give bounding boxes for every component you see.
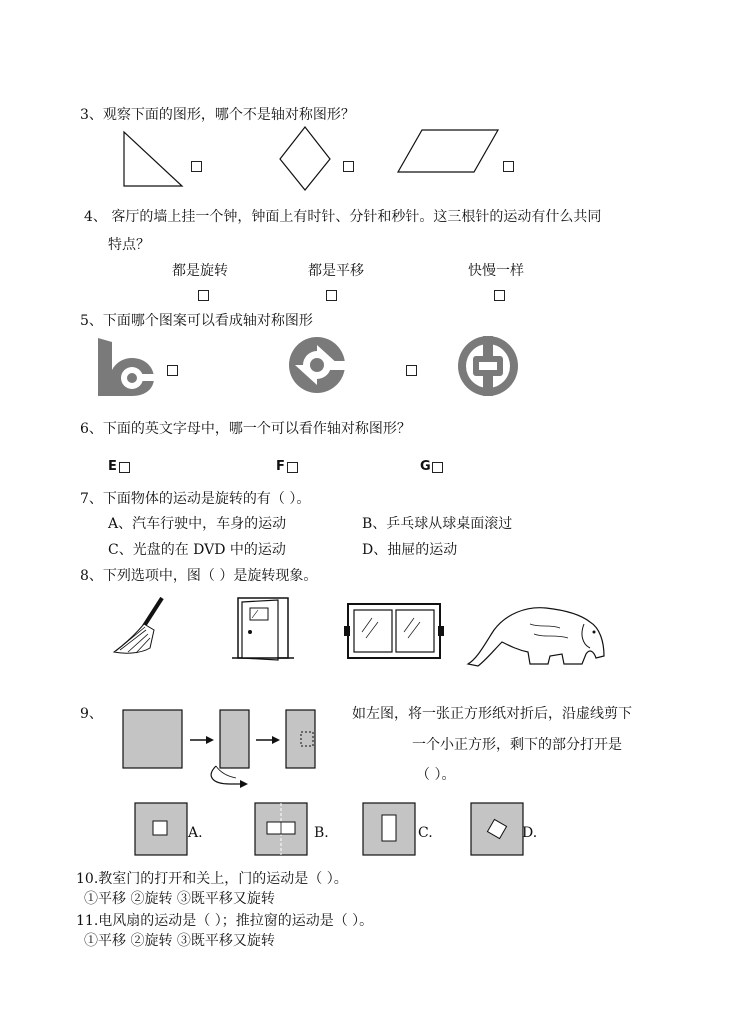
q9-option-a-label: A. bbox=[188, 825, 203, 841]
q7-option-a: A、汽车行驶中，车身的运动 bbox=[108, 516, 287, 532]
q11-options: ①平移 ②旋转 ③既平移又旋转 bbox=[84, 933, 275, 949]
q9-text-line2: 一个小正方形，剩下的部分打开是 bbox=[412, 737, 622, 753]
q3-checkbox-2[interactable] bbox=[343, 161, 354, 172]
q9-text-line3: （ ）。 bbox=[416, 767, 456, 783]
q4-checkbox-2[interactable] bbox=[326, 290, 337, 301]
q4-option-1: 都是旋转 bbox=[172, 263, 228, 279]
construction-bank-logo-icon bbox=[287, 335, 347, 395]
q7-text: 7、下面物体的运动是旋转的有（ ）。 bbox=[80, 491, 311, 507]
q9-folding-diagram bbox=[120, 706, 320, 792]
q3-checkbox-1[interactable] bbox=[191, 161, 202, 172]
q7-option-d: D、抽屉的运动 bbox=[362, 542, 458, 558]
q4-option-2: 都是平移 bbox=[308, 263, 364, 279]
q9-option-a-figure[interactable] bbox=[134, 802, 190, 858]
elephant-slide-picture bbox=[464, 602, 608, 668]
q6-letter-f: F bbox=[276, 459, 285, 474]
q4-text-line2: 特点？ bbox=[108, 237, 150, 253]
q9-option-c-label: C. bbox=[418, 825, 433, 841]
q9-number: 9、 bbox=[80, 706, 103, 722]
bank-logo-b-icon bbox=[90, 334, 156, 396]
q11-text: 11.电风扇的运动是（ ）；推拉窗的运动是（ ）。 bbox=[76, 913, 374, 929]
q4-checkbox-3[interactable] bbox=[494, 290, 505, 301]
q3-text: 3、观察下面的图形，哪个不是轴对称图形？ bbox=[80, 107, 355, 123]
sliding-window-picture bbox=[344, 602, 444, 662]
q8-text: 8、下列选项中，图（ ）是旋转现象。 bbox=[80, 568, 318, 584]
q9-text-line1: 如左图，将一张正方形纸对折后，沿虚线剪下 bbox=[352, 706, 632, 722]
bank-of-china-logo-icon bbox=[456, 334, 520, 398]
q5-checkbox-2[interactable] bbox=[406, 365, 417, 376]
door-picture bbox=[232, 594, 294, 664]
q6-letter-e: E bbox=[108, 459, 117, 474]
q6-checkbox-e[interactable] bbox=[119, 462, 130, 473]
rhombus-shape bbox=[276, 124, 336, 194]
q6-text: 6、下面的英文字母中，哪一个可以看作轴对称图形？ bbox=[80, 421, 411, 437]
q6-checkbox-f[interactable] bbox=[287, 462, 298, 473]
q5-text: 5、下面哪个图案可以看成轴对称图形 bbox=[80, 313, 313, 329]
broom-picture bbox=[110, 596, 172, 658]
q7-option-c: C、光盘的在 DVD 中的运动 bbox=[108, 542, 286, 558]
q4-checkbox-1[interactable] bbox=[198, 290, 209, 301]
q10-text: 10.教室门的打开和关上，门的运动是（ ）。 bbox=[76, 871, 348, 887]
q9-option-d-label: D. bbox=[522, 825, 538, 841]
q9-option-c-figure[interactable] bbox=[362, 802, 418, 858]
q9-option-b-figure[interactable] bbox=[254, 802, 310, 858]
right-triangle-shape bbox=[120, 128, 186, 190]
parallelogram-shape bbox=[396, 128, 502, 174]
q3-checkbox-3[interactable] bbox=[503, 161, 514, 172]
q7-option-b: B、乒乓球从球桌面滚过 bbox=[362, 516, 513, 532]
q6-letter-g: G bbox=[420, 459, 431, 474]
q10-options: ①平移 ②旋转 ③既平移又旋转 bbox=[84, 891, 275, 907]
q5-checkbox-1[interactable] bbox=[167, 365, 178, 376]
q9-option-d-figure[interactable] bbox=[470, 802, 526, 858]
q4-option-3: 快慢一样 bbox=[468, 263, 524, 279]
q9-option-b-label: B. bbox=[314, 825, 329, 841]
q4-text-line1: 4、 客厅的墙上挂一个钟，钟面上有时针、分针和秒针。这三根针的运动有什么共同 bbox=[84, 209, 602, 225]
q6-checkbox-g[interactable] bbox=[432, 462, 443, 473]
